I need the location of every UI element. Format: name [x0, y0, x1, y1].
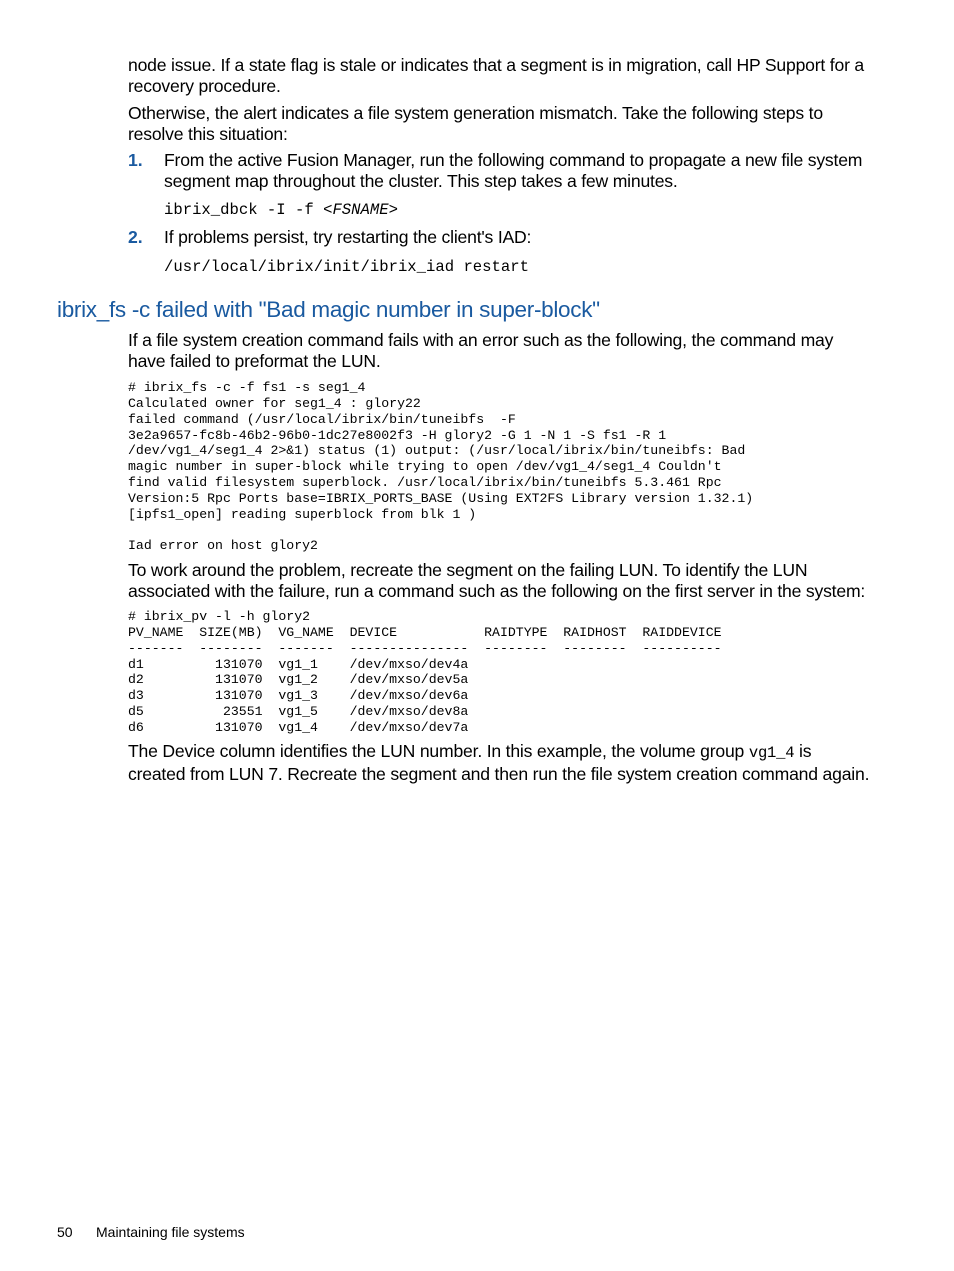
error-output-codeblock: # ibrix_fs -c -f fs1 -s seg1_4 Calculated owner for seg1_4 : glory22 failed command (/usr/local/ibrix/bin/tuneibfs -F 3e2a9657-fc8b-46b2-96b0-1dc27e8002f3 -H glory2 -G 1 -N 1 -S fs1 -R 1 /dev/vg1_4/seg1_4 2>&1) status (1) output: (/usr/local/ibrix/bin/tuneibfs: Bad magic number in super-block while trying to open /dev/vg1_4/seg1_4 Couldn't find valid filesystem superblock. /usr/local/ibrix/bin/tuneibfs 5.3.461 Rpc Version:5 Rpc Ports base=IBRIX_PORTS_BASE (Using EXT2FS Library version 1.32.1) [ipfs1_open] reading superblock from blk 1 ) Iad error on host glory2: [128, 380, 754, 554]
section-paragraph-3-end: is created from LUN 7. Recreate the segment and then run the file system creation command again.: [128, 741, 870, 784]
step-1-number: 1.: [128, 150, 143, 170]
footer-chapter-title: Maintaining file systems: [96, 1224, 245, 1240]
section-paragraph-2: To work around the problem, recreate the segment on the failing LUN. To identify the LUN associated with the failure, run a command such as the following on the first server in the system:: [128, 560, 866, 601]
step-2-command: /usr/local/ibrix/init/ibrix_iad restart: [164, 258, 529, 276]
volume-group-inline-code: vg1_4: [748, 744, 795, 762]
intro-paragraph-1: node issue. If a state flag is stale or indicates that a segment is in migration, call HP Support for a recovery procedure.: [128, 55, 865, 96]
section-paragraph-3: [128, 741, 870, 785]
section-heading: ibrix_fs -c failed with "Bad magic number in super-block": [57, 297, 600, 322]
step-1-command-arg: <FSNAME>: [323, 201, 398, 219]
step-1-command: [164, 200, 398, 220]
step-1-command-text: ibrix_dbck -I -f: [164, 201, 324, 219]
step-1-text: From the active Fusion Manager, run the following command to propagate a new file system segment map throughout the cluster. This step takes a few minutes.: [164, 150, 863, 191]
step-2-number: 2.: [128, 227, 143, 247]
section-paragraph-1: If a file system creation command fails with an error such as the following, the command may have failed to preformat the LUN.: [128, 330, 834, 371]
page-number: 50: [57, 1224, 73, 1240]
ibrix-pv-output-codeblock: # ibrix_pv -l -h glory2 PV_NAME SIZE(MB) VG_NAME DEVICE RAIDTYPE RAIDHOST RAIDDEVICE ------- -------- ------- --------------- -------- -------- ---------- d1 131070 vg1_1 /dev/mxso/dev4a d2 131070 vg1_2 /dev/mxso/dev5a d3 131070 vg1_3 /dev/mxso/dev6a d5 23551 vg1_5 /dev/mxso/dev8a d6 131070 vg1_4 /dev/mxso/dev7a: [128, 609, 722, 735]
section-paragraph-3-start: The Device column identifies the LUN number. In this example, the volume group: [128, 741, 749, 761]
step-2-text: If problems persist, try restarting the client's IAD:: [164, 227, 532, 247]
intro-paragraph-2: Otherwise, the alert indicates a file system generation mismatch. Take the following steps to resolve this situation:: [128, 103, 823, 144]
